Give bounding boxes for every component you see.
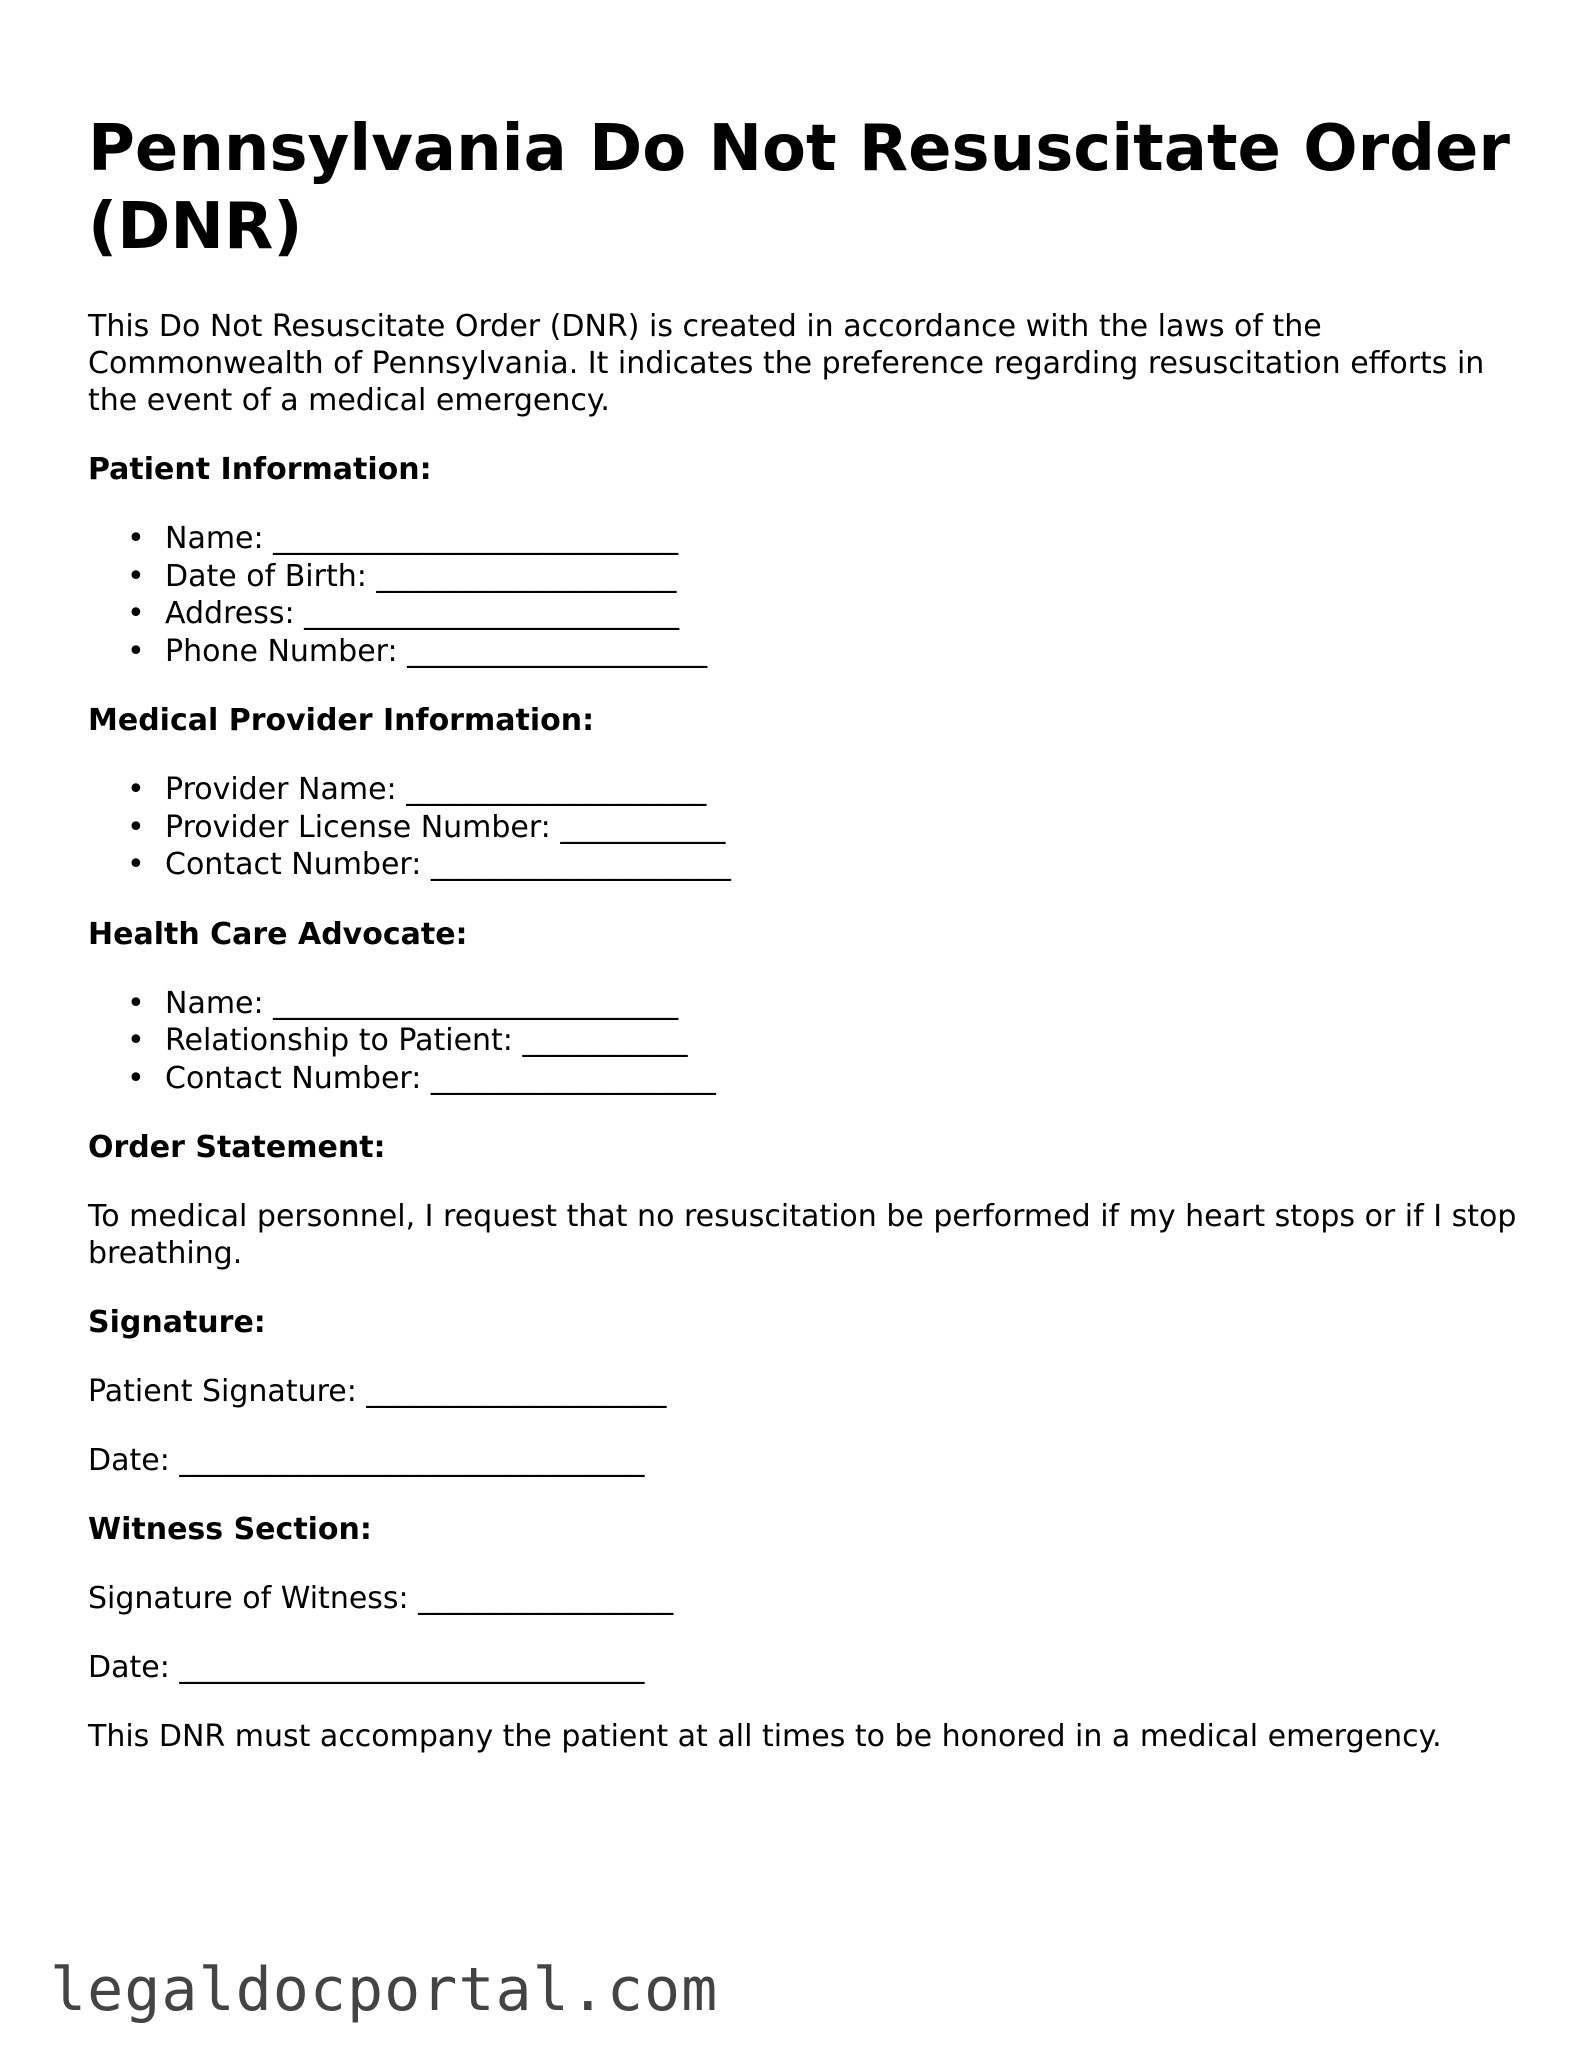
- bullet-icon: •: [127, 1023, 145, 1058]
- bullet-icon: •: [127, 558, 145, 594]
- witness-signature-line: Signature of Witness: _________________: [88, 1581, 674, 1616]
- list-item: • Name: ___________________________: [127, 521, 679, 556]
- advocate-list: [88, 985, 1518, 1098]
- list-item: • Name: ___________________________: [127, 985, 679, 1021]
- patient-date-line: Date: _______________________________: [88, 1443, 645, 1478]
- closing-statement: This DNR must accompany the patient at all times to be honored in a medical emergency.: [88, 1719, 1442, 1754]
- list-item: • Contact Number: ____________________: [127, 847, 731, 882]
- bullet-icon: •: [127, 633, 145, 669]
- signature-heading: Signature:: [88, 1305, 266, 1340]
- patient-info-heading: Patient Information:: [88, 452, 432, 487]
- list-item: • Contact Number: ___________________: [127, 1060, 716, 1096]
- list-item: • Address: _________________________: [127, 596, 680, 631]
- bullet-icon: •: [127, 1060, 145, 1096]
- bullet-icon: •: [127, 809, 145, 845]
- order-statement-text: To medical personnel, I request that no resuscitation be performed if my heart stops or if I stop breathing.: [88, 1199, 1517, 1271]
- bullet-icon: •: [127, 772, 145, 807]
- provider-info-heading: Medical Provider Information:: [88, 703, 595, 738]
- list-item: • Provider License Number: ___________: [127, 809, 726, 845]
- list-item: • Phone Number: ____________________: [127, 633, 708, 669]
- witness-date-line: Date: _______________________________: [88, 1650, 645, 1685]
- advocate-heading: Health Care Advocate:: [88, 916, 468, 952]
- list-item: • Provider Name: ____________________: [127, 772, 707, 807]
- document-page: [88, 110, 1518, 1787]
- document-title: Pennsylvania Do Not Resuscitate Order (DNR): [88, 112, 1510, 264]
- bullet-icon: •: [127, 985, 145, 1021]
- list-item: • Date of Birth: ____________________: [127, 558, 677, 594]
- list-item: • Relationship to Patient: ___________: [127, 1023, 688, 1058]
- patient-info-list: [88, 520, 1518, 670]
- witness-heading: Witness Section:: [88, 1512, 372, 1547]
- intro-paragraph: This Do Not Resuscitate Order (DNR) is created in accordance with the laws of the Commonwealth of Pennsylvania. It indicates the preference regarding resuscitation efforts in the event of a medical emergency.: [88, 309, 1485, 418]
- bullet-icon: •: [127, 596, 145, 631]
- bullet-icon: •: [127, 521, 145, 556]
- order-statement-heading: Order Statement:: [88, 1130, 386, 1165]
- bullet-icon: •: [127, 847, 145, 882]
- site-watermark: legaldocportal.com: [50, 1955, 719, 2025]
- patient-signature-line: Patient Signature: ____________________: [88, 1374, 667, 1409]
- provider-info-list: [88, 771, 1518, 884]
